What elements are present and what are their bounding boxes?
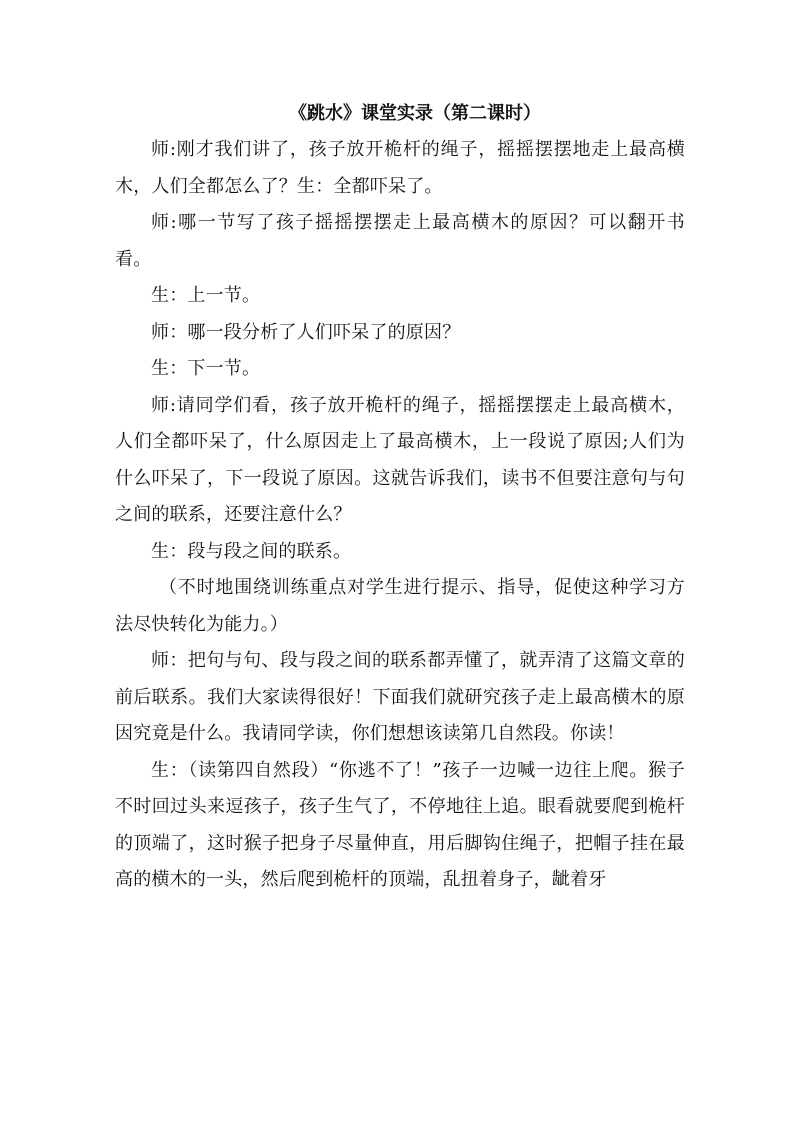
- paragraph-6: 师:请同学们看，孩子放开桅杆的绳子，摇摇摆摆走上最高横木，人们全都吓呆了，什么原因走上了最高横木，上一段说了原因;人们为什么吓呆了，下一段说了原因。这就告诉我们，读书不但要注意句与句之间的联系，还要注意什么？: [115, 394, 685, 525]
- paragraph-4: 师：哪一段分析了人们吓呆了的原因？: [151, 321, 461, 343]
- paragraph-3: 生：上一节。: [151, 285, 261, 306]
- paragraph-10: 生：（读第四自然段）“你逃不了！”孩子一边喊一边往上爬。猴子不时回过头来逗孩子，孩子生气了，不停地往上追。眼看就要爬到桅杆的顶端了，这时猴子把身子尽量伸直，用后脚钩住绳子，把帽子挂在最高的横木的一头，然后爬到桅杆的顶端，乱扭着身子，龇着牙: [115, 759, 685, 890]
- paragraph-5: 生：下一节。: [151, 358, 261, 379]
- document-page: [115, 96, 685, 899]
- teaching-note: （不时地围绕训练重点对学生进行提示、指导，促使这种学习方法尽快转化为能力。）: [115, 577, 685, 635]
- paragraph-9: 师：把句与句、段与段之间的联系都弄懂了，就弄清了这篇文章的前后联系。我们大家读得很好！下面我们就研究孩子走上最高横木的原因究竟是什么。我请同学读，你们想想该读第几自然段。你读！: [115, 650, 685, 744]
- paragraph-7: 生：段与段之间的联系。: [151, 540, 352, 562]
- document-title: 《跳水》课堂实录（第二课时）: [289, 103, 541, 124]
- paragraph-2: 师:哪一节写了孩子摇摇摆摆走上最高横木的原因？可以翻开书看。: [115, 212, 685, 270]
- paragraph-1: 师:刚才我们讲了，孩子放开桅杆的绳子，摇摇摆摆地走上最高横木，人们全都怎么了？生：全都吓呆了。: [115, 139, 685, 197]
